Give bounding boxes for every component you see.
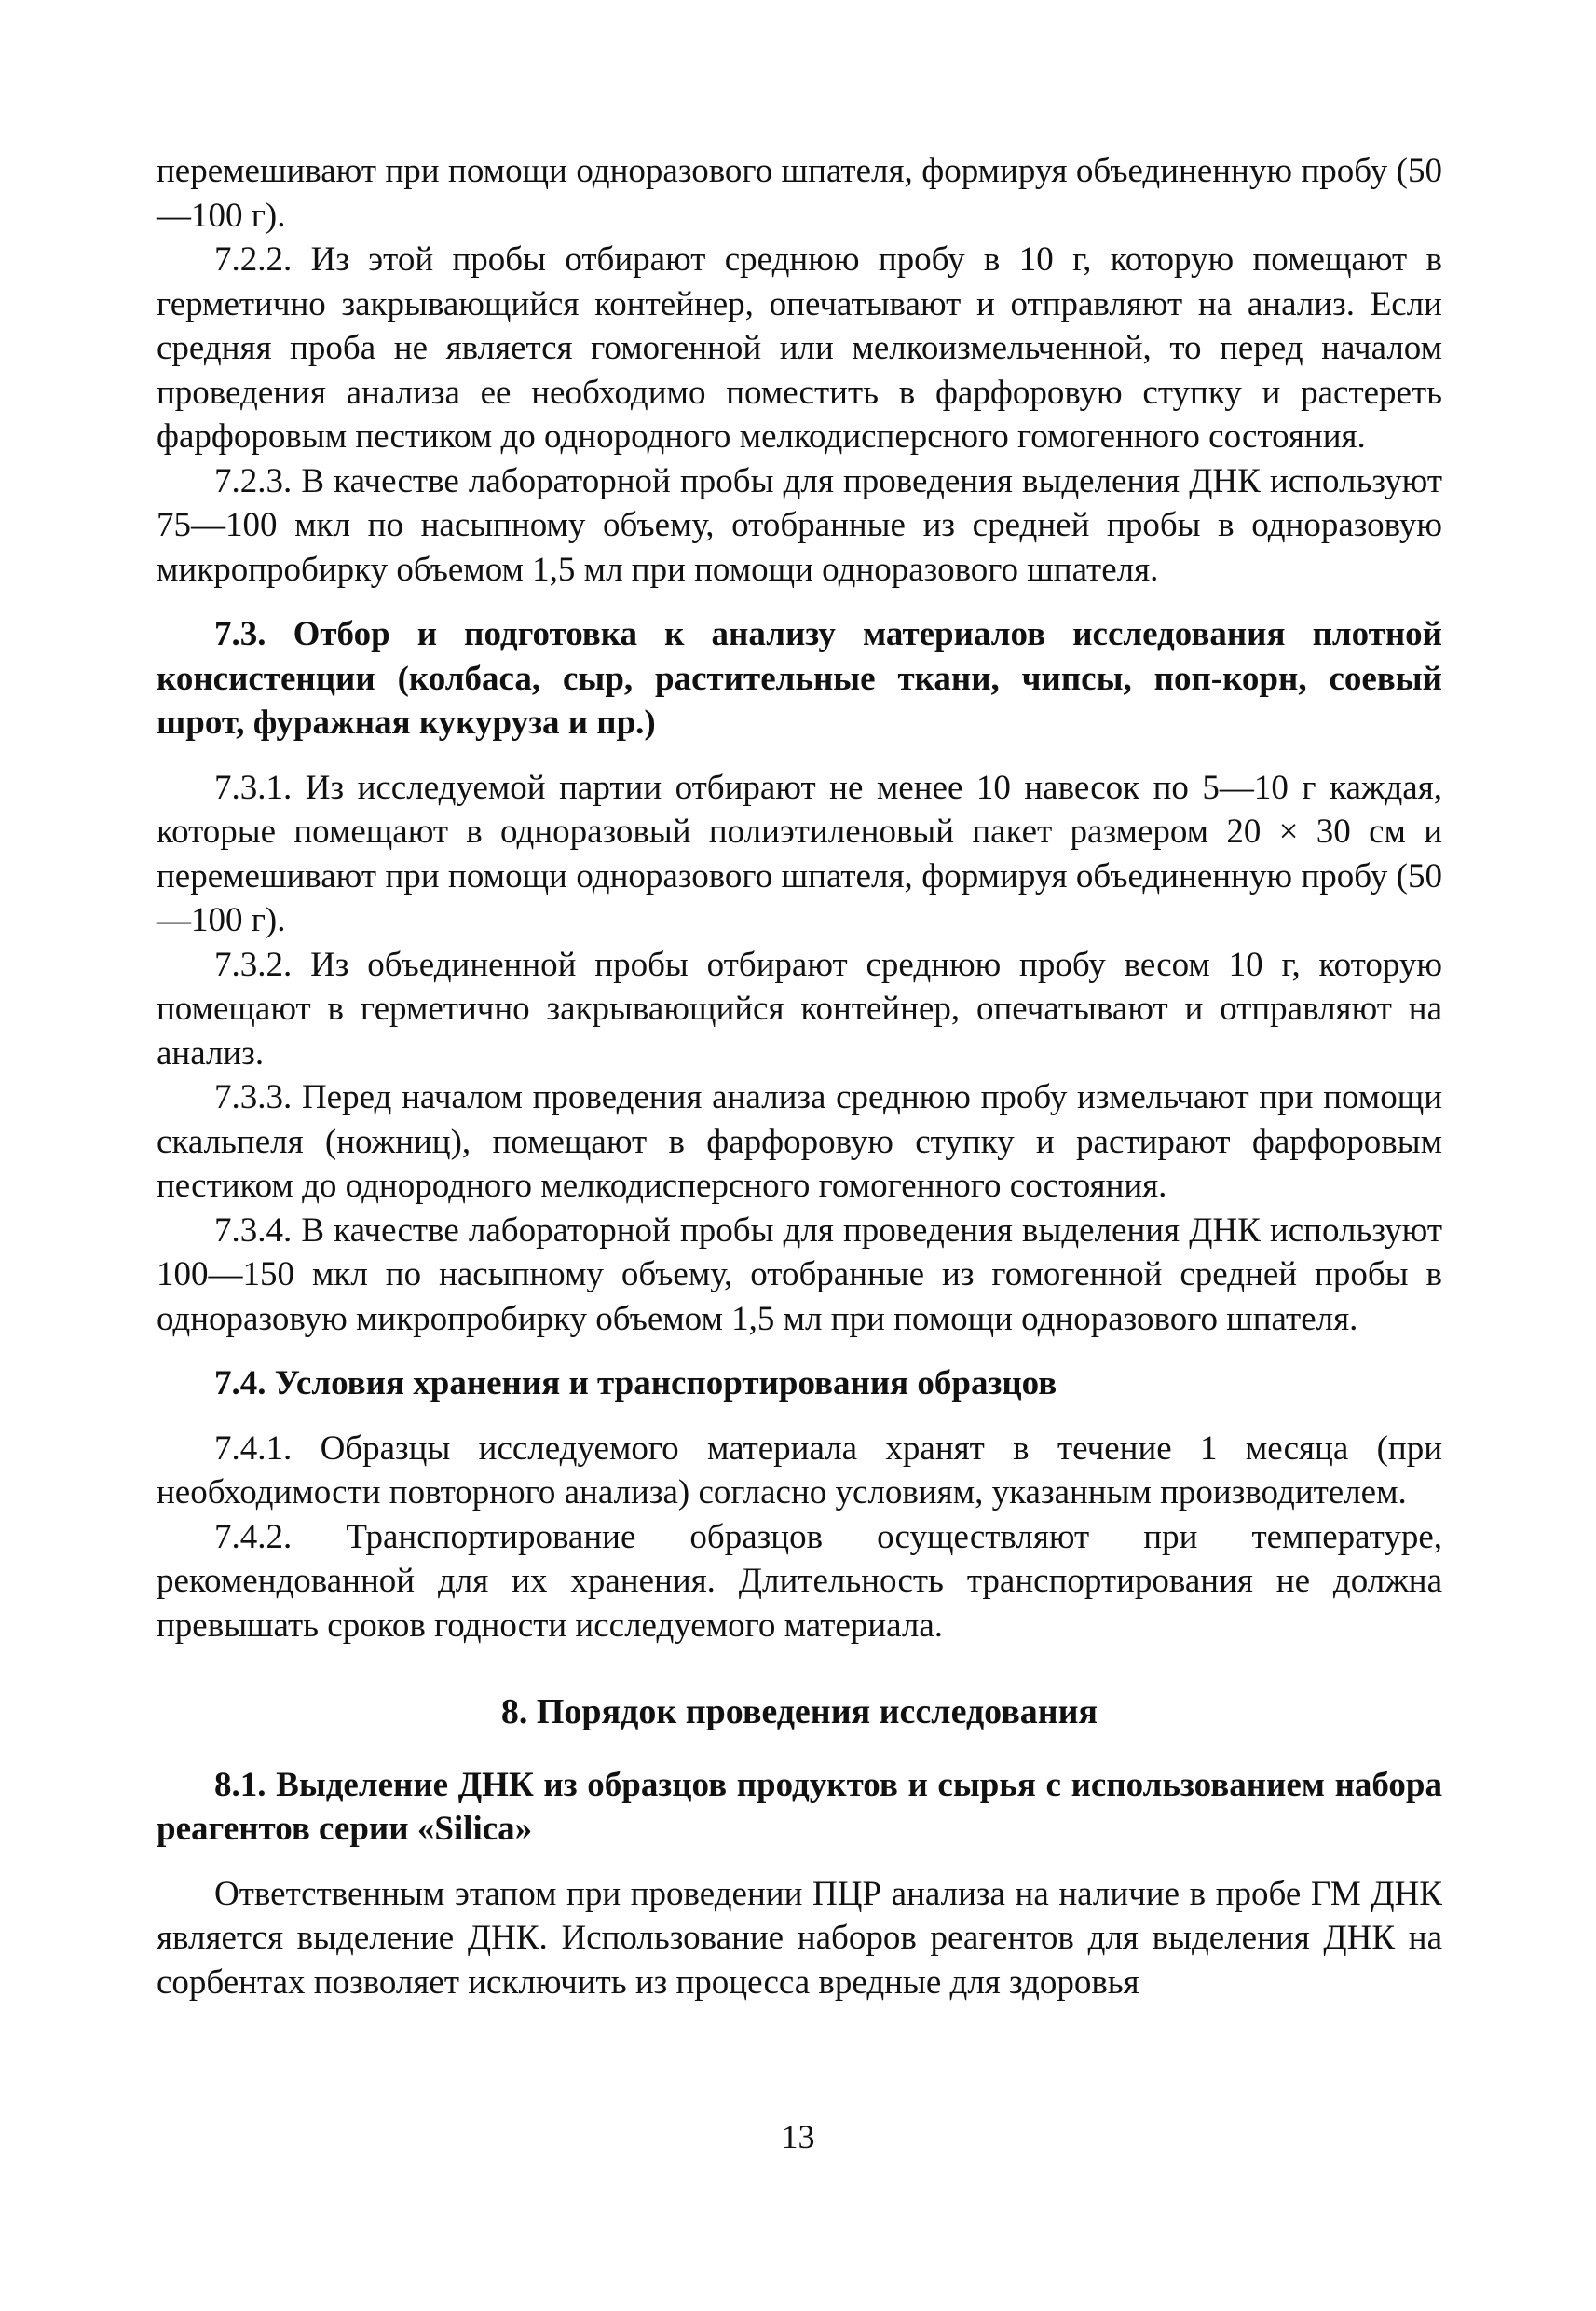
document-page	[157, 149, 1442, 2004]
paragraph-7-3-3: 7.3.3. Перед началом проведения анализа среднюю пробу измельчают при помощи скальпеля (ножниц), помещают в фарфоровую ступку и растирают фарфоровым пестиком до однородного мелкодисперсного гомогенного состояния.	[157, 1078, 1442, 1205]
heading-7-3: 7.3. Отбор и подготовка к анализу материалов исследования плотной консистенции (колбаса, сыр, растительные ткани, чипсы, поп-корн, соевый шрот, фуражная кукуруза и пр.)	[157, 615, 1442, 742]
paragraph-7-2-3: 7.2.3. В качестве лабораторной пробы для проведения выделения ДНК используют 75—100 мкл по насыпному объему, отобранные из средней пробы в одноразовую микропробирку объемом 1,5 мл при помощи одноразового шпателя.	[157, 461, 1442, 589]
heading-8: 8. Порядок проведения исследования	[500, 1692, 1098, 1731]
paragraph-intro: перемешивают при помощи одноразового шпателя, формируя объединенную пробу (50—100 г).	[157, 152, 1442, 235]
paragraph-8-1: Ответственным этапом при проведении ПЦР анализа на наличие в пробе ГМ ДНК является выделение ДНК. Использование наборов реагентов для выделения ДНК на сорбентах позволяет исключить из процесса вредные для здоровья	[157, 1874, 1442, 2002]
page-number: 13	[781, 2118, 815, 2155]
paragraph-7-4-1: 7.4.1. Образцы исследуемого материала хранят в течение 1 месяца (при необходимости повторного анализа) согласно условиям, указанным производителем.	[157, 1429, 1442, 1511]
paragraph-7-4-2: 7.4.2. Транспортирование образцов осуществляют при температуре, рекомендованной для их хранения. Длительность транспортирования не должна превышать сроков годности исследуемого материала.	[157, 1517, 1442, 1645]
heading-8-1: 8.1. Выделение ДНК из образцов продуктов и сырья с использованием набора реагентов серии «Silica»	[157, 1765, 1442, 1848]
paragraph-7-3-2: 7.3.2. Из объединенной пробы отбирают среднюю пробу весом 10 г, которую помещают в герметично закрывающийся контейнер, опечатывают и отправляют на анализ.	[157, 945, 1442, 1073]
paragraph-7-2-2: 7.2.2. Из этой пробы отбирают среднюю пробу в 10 г, которую помещают в герметично закрывающийся контейнер, опечатывают и отправляют на анализ. Если средняя проба не является гомогенной или мелкоизмельченной, то перед началом проведения анализа ее необходимо поместить в фарфоровую ступку и растереть фарфоровым пестиком до однородного мелкодисперсного гомогенного состояния.	[157, 240, 1442, 456]
paragraph-7-3-1: 7.3.1. Из исследуемой партии отбирают не менее 10 навесок по 5—10 г каждая, которые помещают в одноразовый полиэтиленовый пакет размером 20 × 30 см и перемешивают при помощи одноразового шпателя, формируя объединенную пробу (50—100 г).	[157, 768, 1442, 939]
heading-7-4: 7.4. Условия хранения и транспортирования образцов	[214, 1364, 1057, 1402]
paragraph-7-3-4: 7.3.4. В качестве лабораторной пробы для проведения выделения ДНК используют 100—150 мкл по насыпному объему, отобранные из гомогенной средней пробы в одноразовую микропробирку объемом 1,5 мл при помощи одноразового шпателя.	[157, 1210, 1442, 1338]
